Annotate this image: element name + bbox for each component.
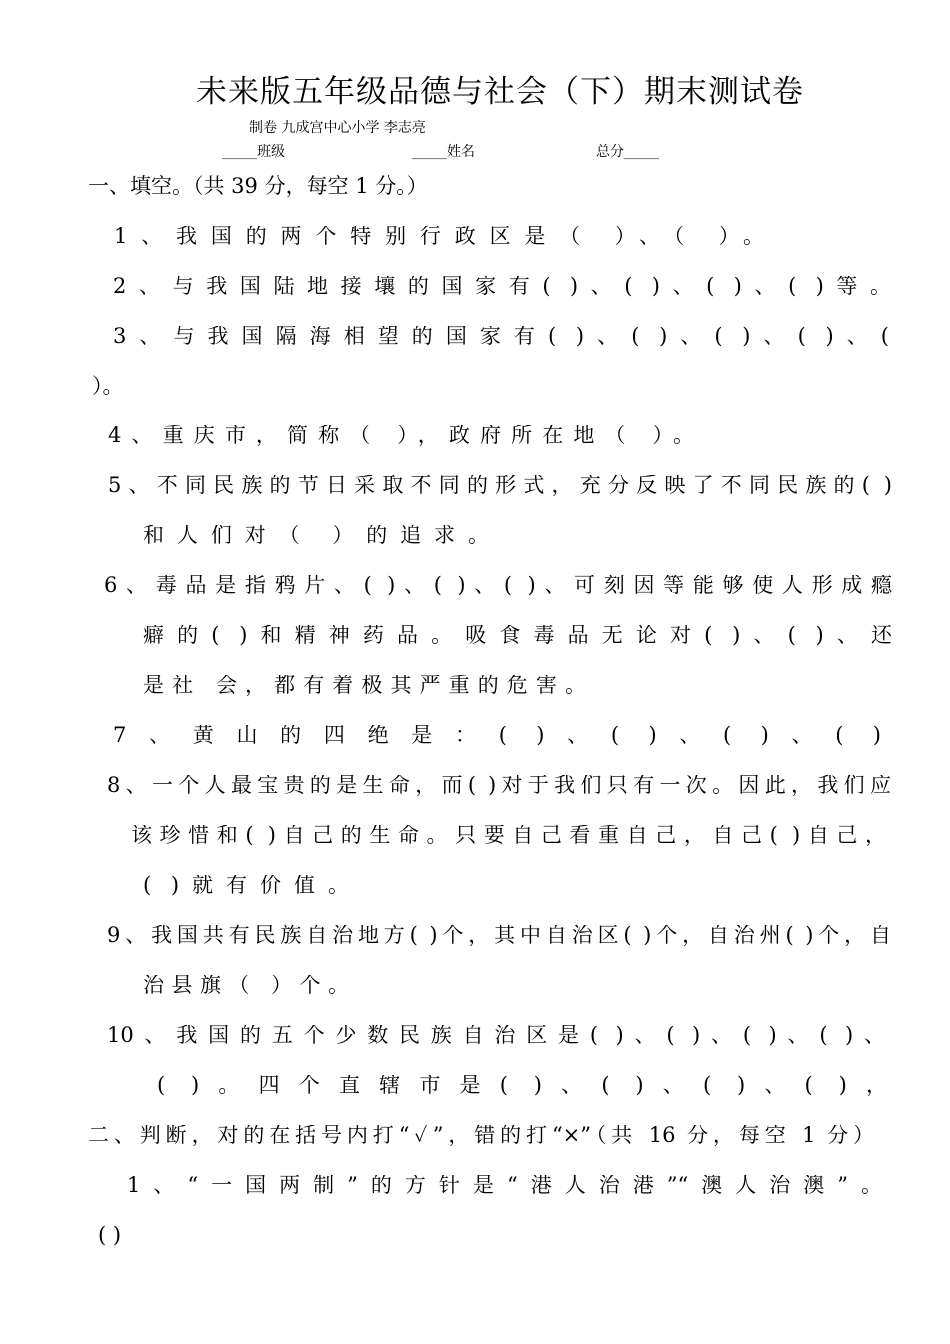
question-3: 3、与我国隔海相望的国家有( )、( )、( )、( )、( <box>113 326 889 347</box>
class-field: _____班级 <box>222 144 285 160</box>
question-8: 8、一个人最宝贵的是生命，而( )对于我们只有一次。因此，我们应 <box>107 775 891 796</box>
question-10-continued: ( )。四个直辖市是( )、( )、( )、( )， <box>157 1075 887 1096</box>
author-line: 制卷 九成宫中心小学 李志亮 <box>249 120 426 136</box>
question-8-line-2: 该珍惜和( )自己的生命。只要自己看重自己，自己( )自己， <box>131 825 886 846</box>
question-9: 9、我国共有民族自治地方( )个，其中自治区( )个，自治州( )个，自 <box>107 925 891 946</box>
question-10: 10、我国的五个少数民族自治区是( )、( )、( )、( )、 <box>107 1025 885 1046</box>
question-6-line-3: 是社 会，都有着极其严重的危害。 <box>143 675 586 696</box>
question-3-continued: ）。 <box>92 374 124 398</box>
question-6-line-2: 癖的( )和精神药品。吸食毒品无论对( )、( )、还 <box>143 625 892 646</box>
judgment-1-answer: ( ) <box>98 1223 122 1247</box>
question-1: 1、我国的两个特别行政区是（ ）、（ ）。 <box>114 226 764 247</box>
question-2: 2、与我国陆地接壤的国家有( )、( )、( )、( )等。 <box>113 276 891 297</box>
exam-title: 未来版五年级品德与社会（下）期末测试卷 <box>196 74 804 110</box>
question-8-line-3: ( )就有价值。 <box>143 875 349 896</box>
question-6: 6、毒品是指鸦片、( )、( )、( )、可刻因等能够使人形成瘾 <box>104 575 892 596</box>
question-7: 7、黄山的四绝是：( )、( )、( )、( ) <box>113 725 881 746</box>
name-field: _____姓名 <box>412 144 475 160</box>
question-9-continued: 治县旗（ ）个。 <box>143 975 349 996</box>
question-4: 4、重庆市，简称（ ），政府所在地（ ）。 <box>108 425 694 446</box>
section-2-heading: 二、判断，对的在括号内打“✓”，错的打“×”（共 16 分，每空 1 分） <box>88 1125 874 1146</box>
judgment-1: 1、“一国两制”的方针是“港人治港”“澳人治澳”。 <box>127 1175 882 1196</box>
section-1-heading: 一、填空。（共 39 分，每空 1 分。） <box>88 174 428 198</box>
score-field: 总分_____ <box>596 144 659 160</box>
question-5-continued: 和人们对（ ）的追求。 <box>143 525 489 546</box>
question-5: 5、不同民族的节日采取不同的形式，充分反映了不同民族的( ) <box>108 475 892 496</box>
